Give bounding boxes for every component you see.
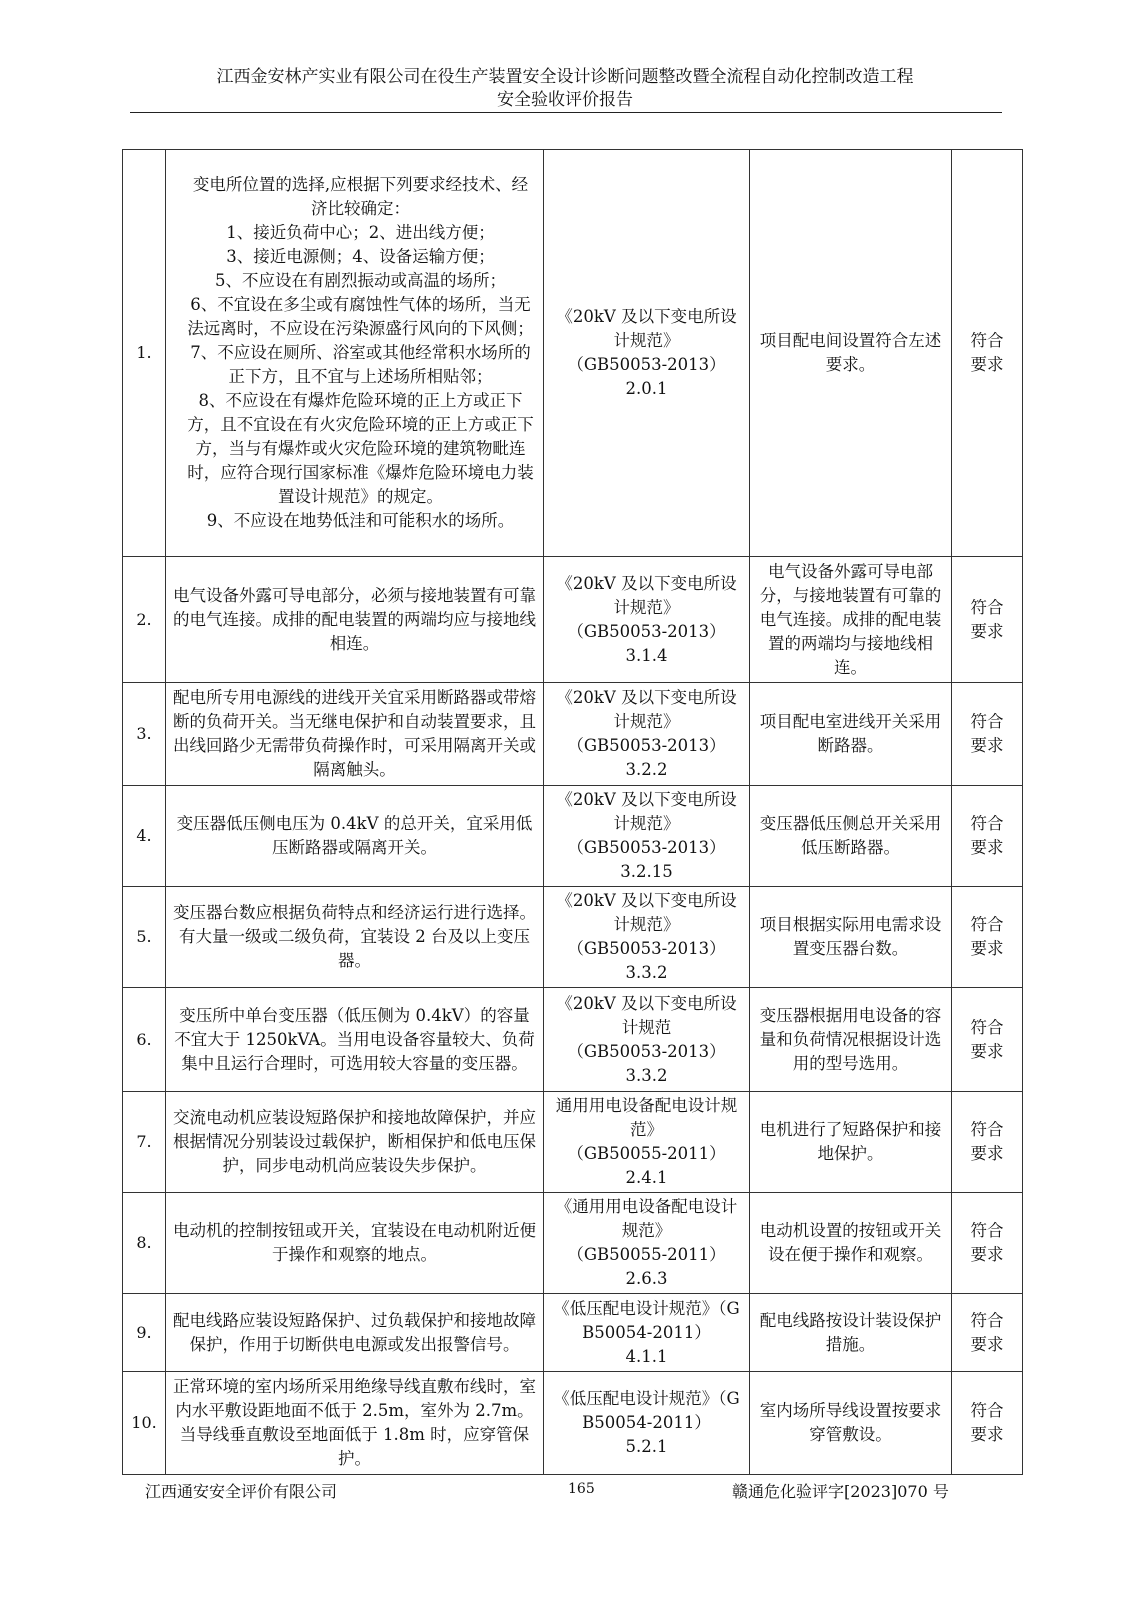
requirement-cell: 变压器台数应根据负荷特点和经济运行进行选择。有大量一级或二级负荷，宜装设 2 台及以上变压器。 — [166, 887, 544, 988]
basis-cell: 《20kV 及以下变电所设计规范》 （GB50053-2013） 3.1.4 — [544, 557, 750, 683]
requirement-cell: 交流电动机应装设短路保护和接地故障保护，并应根据情况分别装设过载保护，断相保护和低电压保护，同步电动机尚应装设失步保护。 — [166, 1092, 544, 1193]
basis-cell: 《通用用电设备配电设计规范》 （GB50055-2011） 2.6.3 — [544, 1193, 750, 1294]
requirement-cell: 变压器低压侧电压为 0.4kV 的总开关，宜采用低压断路器或隔离开关。 — [166, 786, 544, 887]
requirement-cell: 电气设备外露可导电部分，必须与接地装置有可靠的电气连接。成排的配电装置的两端均应与接地线相连。 — [166, 557, 544, 683]
page-number: 165 — [568, 1481, 595, 1497]
fact-cell: 项目配电室进线开关采用断路器。 — [750, 683, 952, 786]
fact-cell: 项目根据实际用电需求设置变压器台数。 — [750, 887, 952, 988]
requirement-cell: 正常环境的室内场所采用绝缘导线直敷布线时，室内水平敷设距地面不低于 2.5m，室外为 2.7m。当导线垂直敷设至地面低于 1.8m 时，应穿管保护。 — [166, 1372, 544, 1475]
fact-cell: 电气设备外露可导电部分，与接地装置有可靠的电气连接。成排的配电装置的两端均与接地线相连。 — [750, 557, 952, 683]
fact-cell: 变压器根据用电设备的容量和负荷情况根据设计选用的型号选用。 — [750, 988, 952, 1092]
row-number: 3. — [123, 683, 166, 786]
fact-cell: 电动机设置的按钮或开关设在便于操作和观察。 — [750, 1193, 952, 1294]
report-type-title: 安全验收评价报告 — [497, 90, 633, 110]
requirement-cell: 电动机的控制按钮或开关，宜装设在电动机附近便于操作和观察的地点。 — [166, 1193, 544, 1294]
table-row — [123, 557, 1023, 683]
basis-cell: 《20kV 及以下变电所设计规范》 （GB50053-2013） 3.2.15 — [544, 786, 750, 887]
basis-cell: 《低压配电设计规范》（GB50054-2011） 5.2.1 — [544, 1372, 750, 1475]
row-number: 5. — [123, 887, 166, 988]
table-row — [123, 1193, 1023, 1294]
table-row — [123, 887, 1023, 988]
result-cell: 符合 要求 — [952, 683, 1023, 786]
fact-cell: 变压器低压侧总开关采用低压断路器。 — [750, 786, 952, 887]
fact-cell: 室内场所导线设置按要求穿管敷设。 — [750, 1372, 952, 1475]
table-row — [123, 988, 1023, 1092]
basis-cell: 《低压配电设计规范》（GB50054-2011） 4.1.1 — [544, 1294, 750, 1372]
header-divider — [130, 112, 1002, 113]
result-cell: 符合 要求 — [952, 1193, 1023, 1294]
result-cell: 符合 要求 — [952, 1092, 1023, 1193]
row-number: 10. — [123, 1372, 166, 1475]
result-cell: 符合 要求 — [952, 1294, 1023, 1372]
row-number: 2. — [123, 557, 166, 683]
basis-cell: 《20kV 及以下变电所设计规范》 （GB50053-2013） 3.2.2 — [544, 683, 750, 786]
table-row — [123, 150, 1023, 557]
basis-cell: 《20kV 及以下变电所设计规范》 （GB50053-2013） 2.0.1 — [544, 150, 750, 557]
result-cell: 符合 要求 — [952, 150, 1023, 557]
result-cell: 符合 要求 — [952, 887, 1023, 988]
requirement-cell: 配电线路应装设短路保护、过负载保护和接地故障保护，作用于切断供电电源或发出报警信号。 — [166, 1294, 544, 1372]
row-number: 7. — [123, 1092, 166, 1193]
row-number: 4. — [123, 786, 166, 887]
basis-cell: 《20kV 及以下变电所设计规范》 （GB50053-2013） 3.3.2 — [544, 887, 750, 988]
fact-cell: 电机进行了短路保护和接地保护。 — [750, 1092, 952, 1193]
fact-cell: 项目配电间设置符合左述要求。 — [750, 150, 952, 557]
table-row — [123, 1372, 1023, 1475]
requirement-text: 变电所位置的选择,应根据下列要求经技术、经济比较确定： 1、接近负荷中心；2、进出线方便； 3、接近电源侧；4、设备运输方便； 5、不应设在有剧烈振动或高温的场所； 6、不宜设在多尘或有腐蚀性气体的场所，当无法远离时，不应设在污染源盛行风向的下风侧； 7、不应设在厕所、浴室或其他经常积水场所的正下方，且不宜与上述场所相贴邻； 8、不应设在有爆炸危险环境的正上方或正下方，且不宜设在有火灾危险环境的正上方或正下方，当与有爆炸或火灾危险环境的建筑物毗连时，应符合现行国家标准《爆炸危险环境电力装置设计规范》的规定。 9、不应设在地势低洼和可能积水的场所。 — [187, 175, 534, 530]
requirement-cell — [166, 150, 544, 557]
table-row — [123, 1092, 1023, 1193]
result-cell: 符合 要求 — [952, 1372, 1023, 1475]
fact-cell: 配电线路按设计装设保护措施。 — [750, 1294, 952, 1372]
table-row — [123, 683, 1023, 786]
footer-company: 江西通安安全评价有限公司 — [145, 1482, 338, 1501]
row-number: 6. — [123, 988, 166, 1092]
footer-doc-number: 赣通危化验评字[2023]070 号 — [732, 1482, 949, 1501]
row-number: 1. — [123, 150, 166, 557]
requirement-cell: 配电所专用电源线的进线开关宜采用断路器或带熔断的负荷开关。当无继电保护和自动装置要求，且出线回路少无需带负荷操作时，可采用隔离开关或隔离触头。 — [166, 683, 544, 786]
report-project-title: 江西金安林产实业有限公司在役生产装置安全设计诊断问题整改暨全流程自动化控制改造工程 — [216, 67, 914, 87]
row-number: 8. — [123, 1193, 166, 1294]
table-row — [123, 786, 1023, 887]
requirement-cell: 变压所中单台变压器（低压侧为 0.4kV）的容量不宜大于 1250kVA。当用电设备容量较大、负荷集中且运行合理时，可选用较大容量的变压器。 — [166, 988, 544, 1092]
table-row — [123, 1294, 1023, 1372]
basis-cell: 《20kV 及以下变电所设计规范 （GB50053-2013） 3.3.2 — [544, 988, 750, 1092]
page-header — [130, 66, 1000, 112]
row-number: 9. — [123, 1294, 166, 1372]
inspection-table — [122, 149, 1023, 1475]
basis-cell: 通用用电设备配电设计规范》 （GB50055-2011） 2.4.1 — [544, 1092, 750, 1193]
result-cell: 符合 要求 — [952, 557, 1023, 683]
result-cell: 符合 要求 — [952, 786, 1023, 887]
result-cell: 符合 要求 — [952, 988, 1023, 1092]
